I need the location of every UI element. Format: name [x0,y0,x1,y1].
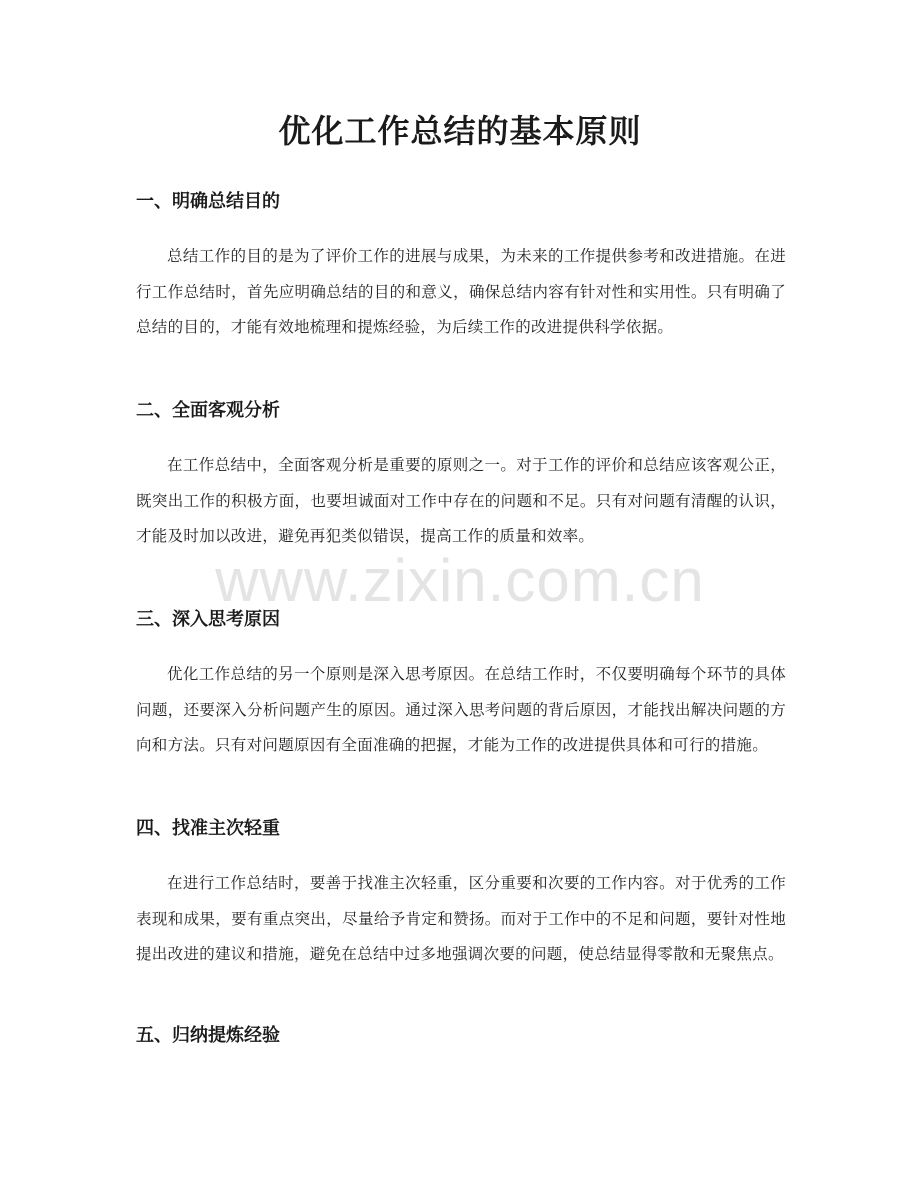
section-heading: 一、明确总结目的 [136,191,280,212]
section-4 [136,815,786,973]
section-paragraph: 在进行工作总结时，要善于找准主次轻重，区分重要和次要的工作内容。对于优秀的工作表现和成果，要有重点突出，尽量给予肯定和赞扬。而对于工作中的不足和问题，要针对性地提出改进的建议和措施，避免在总结中过多地强调次要的问题，使总结显得零散和无聚焦点。 [136,874,786,963]
section-3 [136,606,786,764]
page-title: 优化工作总结的基本原则 [278,112,642,150]
section-heading: 二、全面客观分析 [136,400,280,421]
section-paragraph: 优化工作总结的另一个原则是深入思考原因。在总结工作时，不仅要明确每个环节的具体问题，还要深入分析问题产生的原因。通过深入思考问题的背后原因，才能找出解决问题的方向和方法。只有对问题原因有全面准确的把握，才能为工作的改进提供具体和可行的措施。 [136,665,786,754]
section-heading: 五、归纳提炼经验 [136,1025,280,1046]
section-paragraph: 总结工作的目的是为了评价工作的进展与成果，为未来的工作提供参考和改进措施。在进行工作总结时，首先应明确总结的目的和意义，确保总结内容有针对性和实用性。只有明确了总结的目的，才能有效地梳理和提炼经验，为后续工作的改进提供科学依据。 [136,247,786,336]
watermark: www.zixin.com.cn [215,547,705,614]
section-heading: 三、深入思考原因 [136,609,280,630]
section-5 [136,1022,786,1050]
section-1 [136,188,786,346]
section-paragraph: 在工作总结中，全面客观分析是重要的原则之一。对于工作的评价和总结应该客观公正，既突出工作的积极方面，也要坦诚面对工作中存在的问题和不足。只有对问题有清醒的认识，才能及时加以改进，避免再犯类似错误，提高工作的质量和效率。 [136,456,786,545]
section-2 [136,397,786,555]
section-heading: 四、找准主次轻重 [136,818,280,839]
